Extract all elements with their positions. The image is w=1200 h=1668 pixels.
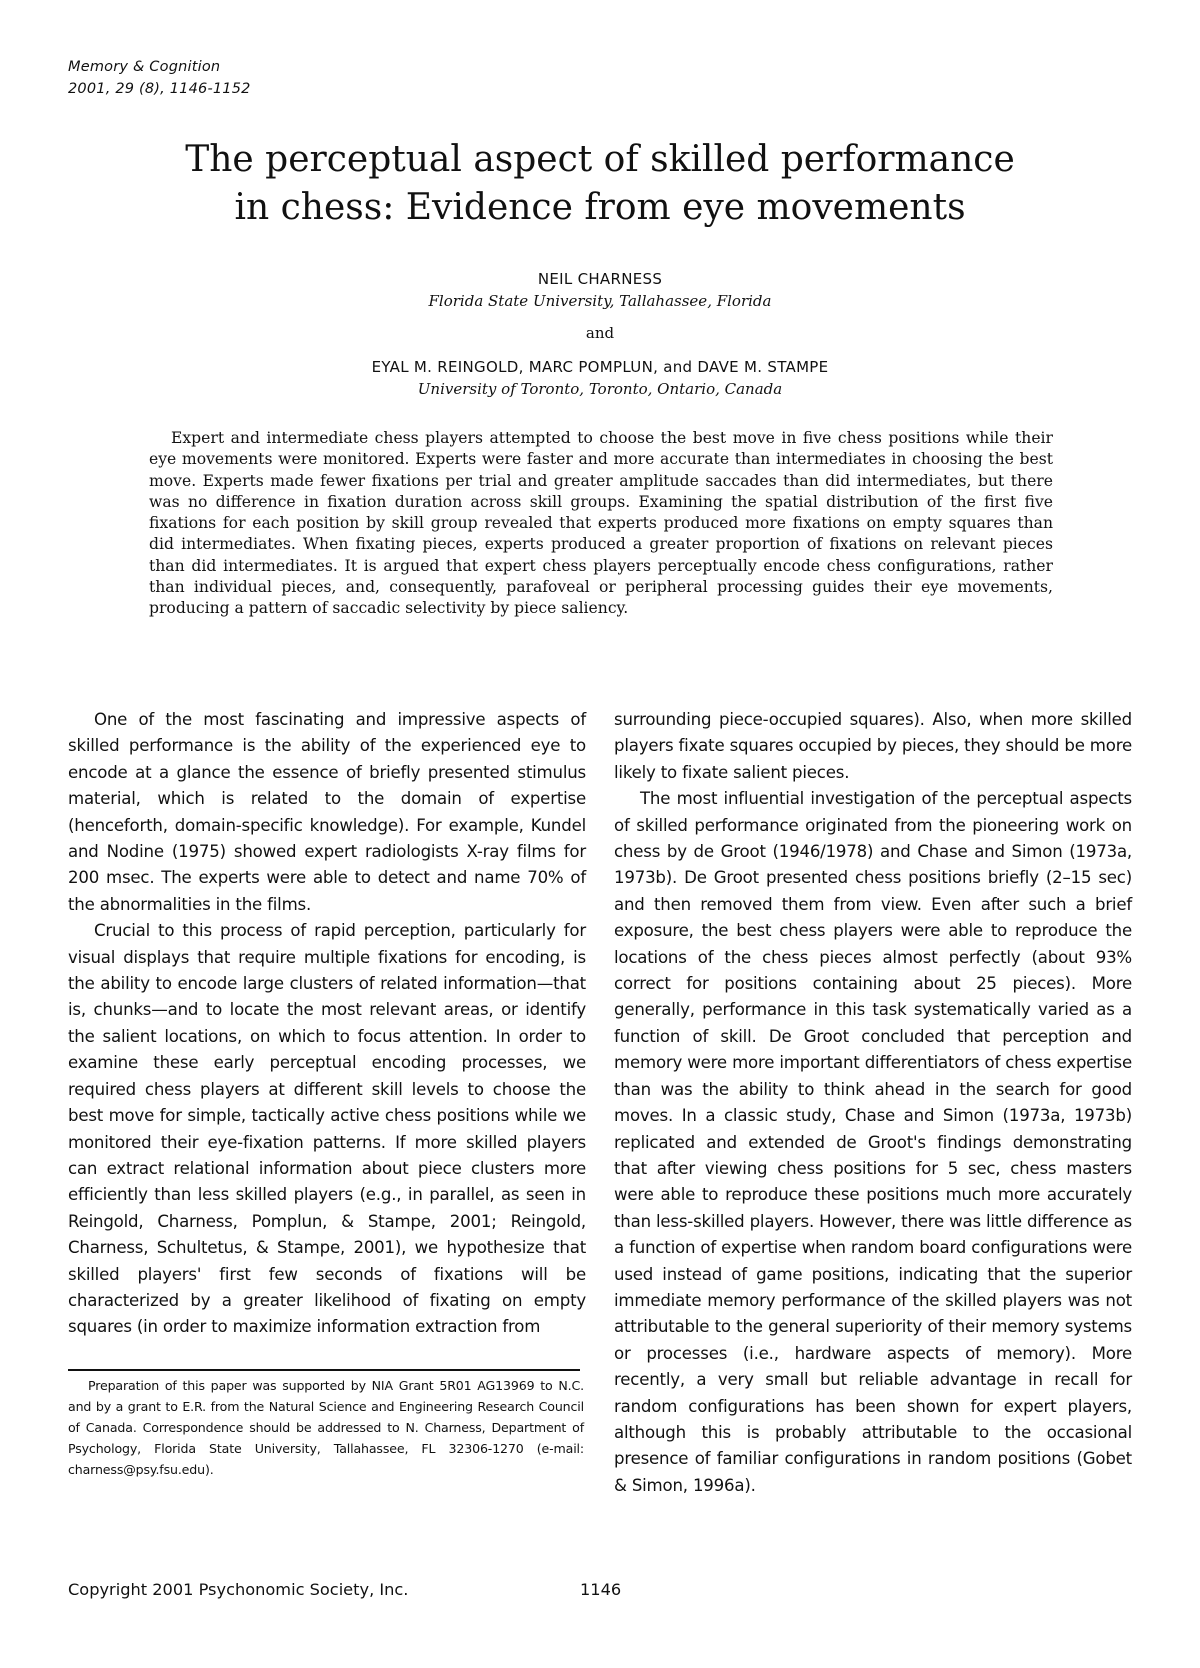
author-group-1: NEIL CHARNESS: [537, 270, 663, 288]
affiliation-2: University of Toronto, Toronto, Ontario, Canada: [417, 380, 783, 398]
body-column-right: [614, 707, 1132, 1499]
body-paragraph: surrounding piece-occupied squares). Also, when more skilled players fixate squares occupied by pieces, they should be more likely to fixate salient pieces.: [614, 710, 1132, 782]
author-block: [0, 268, 1200, 400]
body-paragraph: Crucial to this process of rapid perception, particularly for visual displays that require multiple fixations for encoding, is the ability to encode large clusters of related information—that is, chunks—and to locate the most relevant areas, or identify the salient locations, on which to focus attention. In order to examine these early perceptual encoding processes, we required chess players at different skill levels to choose the best move for simple, tactically active chess positions while we monitored their eye-fixation patterns. If more skilled players can extract relational information about piece clusters more efficiently than less skilled players (e.g., in parallel, as seen in Reingold, Charness, Pomplun, & Stampe, 2001; Reingold, Charness, Schultetus, & Stampe, 2001), we hypothesize that skilled players' first few seconds of fixations will be characterized by a greater likelihood of fixating on empty squares (in order to maximize information extraction from: [68, 921, 586, 1337]
abstract: Expert and intermediate chess players attempted to choose the best move in five chess positions while their eye movements were monitored. Experts were faster and more accurate than intermediates in choosing the best move. Experts made fewer fixations per trial and greater amplitude saccades than did intermediates, but there was no difference in fixation duration across skill groups. Examining the spatial distribution of the first five fixations for each position by skill group revealed that experts produced more fixations on empty squares than did intermediates. When fixating pieces, experts produced a greater proportion of fixations on relevant pieces than did intermediates. It is argued that expert chess players perceptually encode chess configurations, rather than individual pieces, and, consequently, parafoveal or peripheral processing guides their eye movements, producing a pattern of saccadic selectivity by piece saliency.: [149, 429, 1053, 618]
author-group-2: EYAL M. REINGOLD, MARC POMPLUN, and DAVE M. STAMPE: [371, 358, 829, 376]
footnote-divider: [68, 1369, 580, 1371]
journal-citation: 2001, 29 (8), 1146-1152: [68, 81, 251, 97]
paper-title: [0, 136, 1200, 232]
footnote: Preparation of this paper was supported by NIA Grant 5R01 AG13969 to N.C. and by a grant to E.R. from the Natural Science and Engineering Research Council of Canada. Correspondence should be addressed to N. Charness, Department of Psychology, Florida State University, Tallahassee, FL 32306-1270 (e-mail: charness@psy.fsu.edu).: [68, 1378, 584, 1477]
paper-title-line-1: The perceptual aspect of skilled performance: [185, 139, 1015, 180]
body-paragraph: One of the most fascinating and impressive aspects of skilled performance is the ability of the experienced eye to encode at a glance the essence of briefly presented stimulus material, which is related to the domain of expertise (henceforth, domain-specific knowledge). For example, Kundel and Nodine (1975) showed expert radiologists X-ray films for 200 msec. The experts were able to detect and name 70% of the abnormalities in the films.: [68, 710, 586, 914]
body-paragraph: The most influential investigation of the perceptual aspects of skilled performance originated from the pioneering work on chess by de Groot (1946/1978) and Chase and Simon (1973a, 1973b). De Groot presented chess positions briefly (2–15 sec) and then removed them from view. Even after such a brief exposure, the best chess players were able to reproduce the locations of the chess pieces almost perfectly (about 93% correct for positions containing about 25 pieces). More generally, performance in this task systematically varied as a function of skill. De Groot concluded that perception and memory were more important differentiators of chess expertise than was the ability to think ahead in the search for good moves. In a classic study, Chase and Simon (1973a, 1973b) replicated and extended de Groot's findings demonstrating that after viewing chess positions for 5 sec, chess masters were able to reproduce these positions much more accurately than less-skilled players. However, there was little difference as a function of expertise when random board configurations were used instead of game positions, indicating that the superior immediate memory performance of the skilled players was not attributable to the general superiority of their memory systems or processes (i.e., hardware aspects of memory). More recently, a very small but reliable advantage in recall for random configurations has been shown for expert players, although this is probably attributable to the occasional presence of familiar configurations in random positions (Gobet & Simon, 1996a).: [614, 789, 1132, 1495]
journal-name: Memory & Cognition: [68, 59, 221, 75]
journal-header: [68, 56, 251, 100]
paper-title-line-2: in chess: Evidence from eye movements: [234, 187, 966, 228]
author-conjunction: and: [585, 324, 615, 342]
page-number: 1146: [580, 1580, 622, 1599]
copyright-notice: Copyright 2001 Psychonomic Society, Inc.: [68, 1580, 409, 1599]
affiliation-1: Florida State University, Tallahassee, Florida: [428, 292, 772, 310]
body-column-left: [68, 707, 586, 1341]
